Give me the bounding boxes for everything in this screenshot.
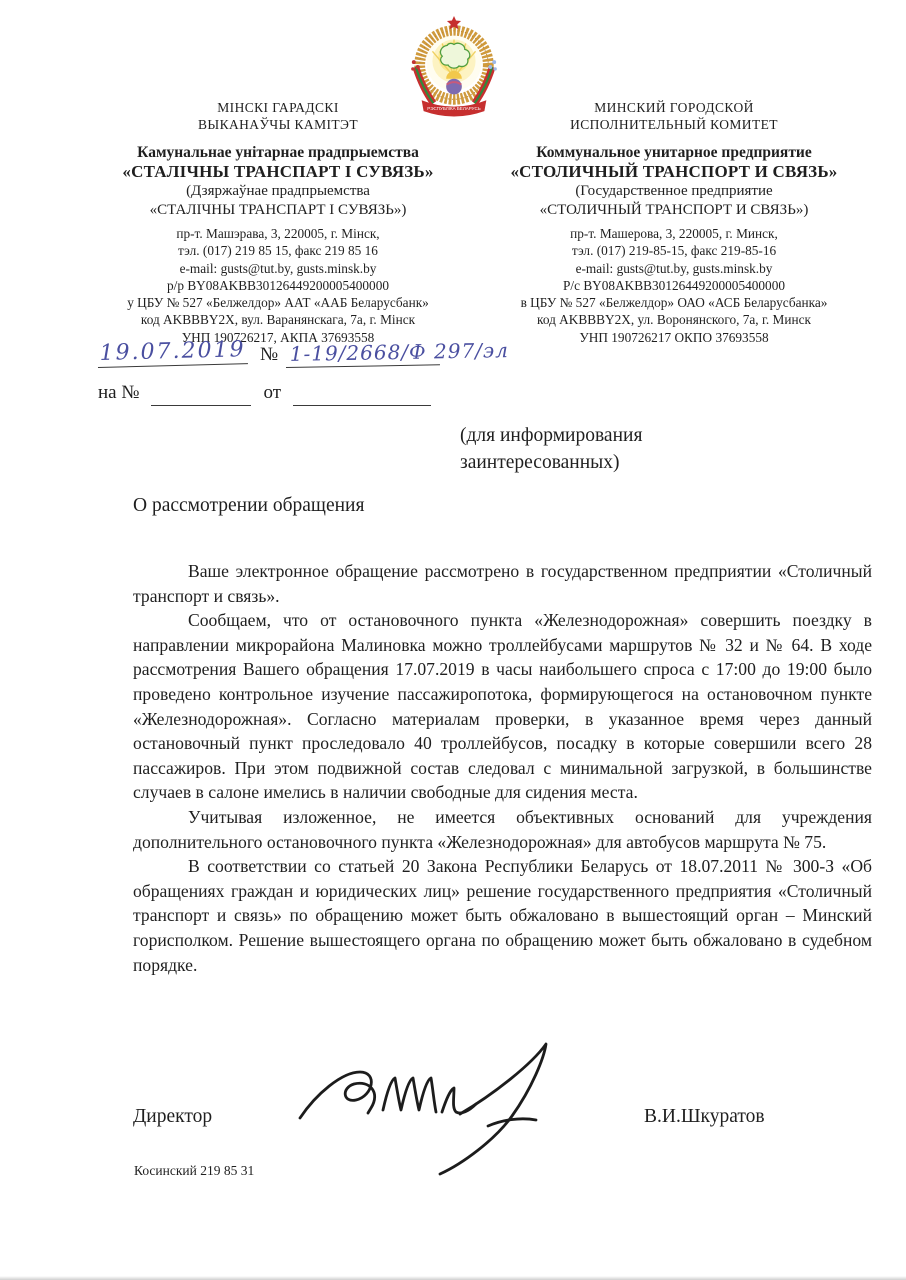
org-subname-line: (Дзяржаўнае прадпрыемства bbox=[186, 183, 370, 199]
from-date-label: от bbox=[263, 382, 282, 403]
body-paragraph: Ваше электронное обращение рассмотрено в государственном предприятии «Столичный транспорт и связь». bbox=[133, 561, 872, 606]
address-line: код AKBBBY2X, вул. Варанянскага, 7а, г. Мінск bbox=[140, 312, 416, 328]
signer-position: Директор bbox=[133, 1106, 213, 1127]
letterhead-right bbox=[478, 100, 870, 346]
address-line: код AKBBBY2X, ул. Воронянского, 7а, г. Минск bbox=[537, 312, 811, 328]
address-line: e-mail: gusts@tut.by, gusts.minsk.by bbox=[575, 260, 773, 276]
reply-reference-row bbox=[98, 382, 528, 406]
letter-body bbox=[133, 559, 872, 977]
authority-line: ВЫКАНАЎЧЫ КАМІТЭТ bbox=[198, 116, 358, 132]
handwritten-outgoing-number: 1-19/2668/Ф 297/эл bbox=[286, 339, 440, 368]
address-line: р/р BY08AKBB30126449200005400000 bbox=[167, 277, 389, 293]
number-sign-label: № bbox=[260, 344, 279, 365]
org-subname-line: «СТАЛІЧНЫ ТРАНСПАРТ І СУВЯЗЬ») bbox=[149, 202, 407, 218]
letterhead-left bbox=[88, 100, 468, 346]
reply-to-number-label: на № bbox=[98, 382, 140, 403]
address-line: у ЦБУ № 527 «Белжелдор» ААТ «ААБ Беларусбанк» bbox=[127, 295, 429, 311]
address-line: УНП 190726217 ОКПО 37693558 bbox=[579, 329, 769, 345]
address-line: тэл. (017) 219 85 15, факс 219 85 16 bbox=[178, 243, 378, 259]
org-name-line: «СТОЛИЧНЫЙ ТРАНСПОРТ И СВЯЗЬ» bbox=[510, 162, 838, 181]
address-line: Р/с BY08AKBB30126449200005400000 bbox=[563, 277, 785, 293]
org-name-line: «СТАЛІЧНЫ ТРАНСПАРТ І СУВЯЗЬ» bbox=[122, 162, 434, 181]
address-line: пр-т. Машэрава, 3, 220005, г. Мінск, bbox=[176, 226, 380, 241]
address-line: пр-т. Машерова, 3, 220005, г. Минск, bbox=[570, 226, 778, 241]
org-subname-line: (Государственное предприятие bbox=[575, 183, 773, 199]
handwritten-signature-icon bbox=[290, 1022, 580, 1180]
subject-line: О рассмотрении обращения bbox=[133, 495, 365, 516]
org-name-line: Камунальнае унітарнае прадпрыемства bbox=[137, 144, 419, 161]
signer-name: В.И.Шкуратов bbox=[644, 1106, 765, 1127]
body-paragraph: Учитывая изложенное, не имеется объективных оснований для учреждения дополнительного остановочного пункта «Железнодорожная» для автобусов маршрута № 75. bbox=[133, 806, 872, 852]
scan-edge-artifact bbox=[0, 1276, 906, 1280]
authority-line: МИНСКИЙ ГОРОДСКОЙ bbox=[594, 100, 754, 115]
addressee-note: (для информирования заинтересованных) bbox=[460, 425, 643, 473]
org-name-line: Коммунальное унитарное предприятие bbox=[536, 144, 812, 161]
address-line: тэл. (017) 219-85-15, факс 219-85-16 bbox=[571, 243, 777, 259]
body-paragraph: В соответствии со статьей 20 Закона Республики Беларусь от 18.07.2011 № 300-З «Об обращениях граждан и юридических лиц» решение государственного предприятия «Столичный транспорт и связь» по обращению может быть обжаловано в вышестоящий орган – Минский горисполком. Решение вышестоящего органа по обращению может быть обжаловано в судебном порядке. bbox=[133, 856, 872, 975]
body-paragraph: Сообщаем, что от остановочного пункта «Железнодорожная» совершить поездку в направлении микрорайона Малиновка можно троллейбусами маршрутов № 32 и № 64. В ходе рассмотрения Вашего обращения 17.07.2019 в часы наибольшего спроса с 17:00 до 19:00 было проведено контрольное изучение пассажиропотока, формирующегося на остановочном пункте «Железнодорожная». Согласно материалам проверки, в указанное время через данный остановочный пункт проследовало 40 троллейбусов, посадку в которые совершили всего 28 пассажиров. При этом подвижной состав следовал с минимальной загрузкой, в большинстве случаев в салоне имелись в наличии свободные для сидения места. bbox=[133, 610, 872, 803]
org-subname-line: «СТОЛИЧНЫЙ ТРАНСПОРТ И СВЯЗЬ») bbox=[539, 202, 809, 218]
reply-number-blank-line bbox=[151, 383, 251, 406]
handwritten-date: 19.07.2019 bbox=[97, 337, 248, 368]
authority-line: ИСПОЛНИТЕЛЬНЫЙ КОМИТЕТ bbox=[570, 116, 778, 132]
address-line: УНП 190726217, АКПА 37693558 bbox=[181, 329, 375, 345]
executor-contact: Косинский 219 85 31 bbox=[134, 1163, 255, 1178]
address-line: e-mail: gusts@tut.by, gusts.minsk.by bbox=[179, 260, 377, 276]
address-line: в ЦБУ № 527 «Белжелдор» ОАО «АСБ Беларусбанка» bbox=[520, 295, 828, 311]
authority-line: МІНСКІ ГАРАДСКІ bbox=[217, 100, 339, 115]
emblem-banner-text: РЭСПУБЛІКА БЕЛАРУСЬ bbox=[427, 106, 481, 112]
from-date-blank-line bbox=[293, 383, 431, 406]
